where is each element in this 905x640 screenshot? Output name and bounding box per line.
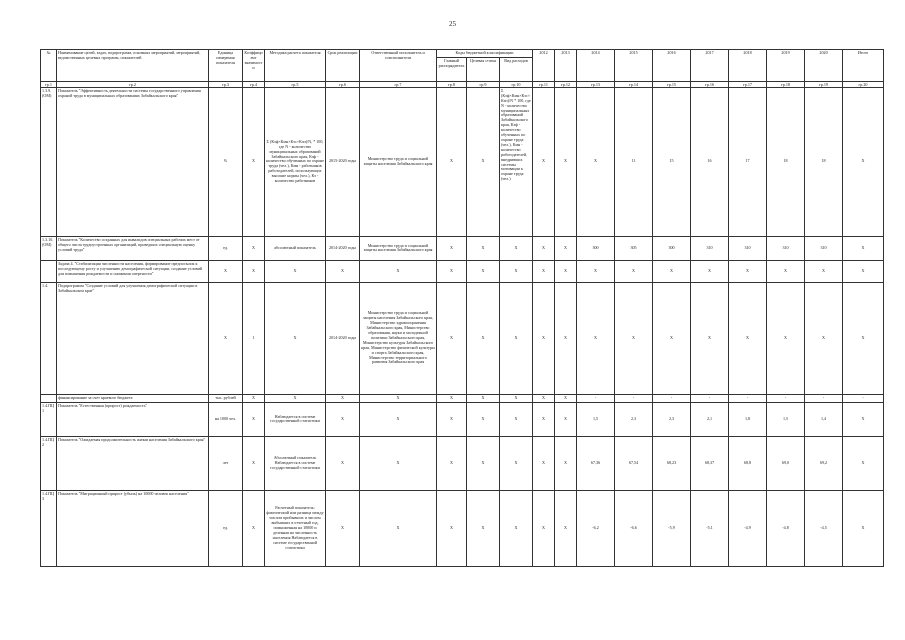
year-value: 310 — [729, 236, 767, 260]
cs-cell: X — [467, 436, 500, 490]
unit-cell: X — [209, 260, 243, 282]
table-row — [41, 260, 884, 282]
year-value: -6,6 — [615, 490, 653, 566]
col-number: гр.13 — [577, 81, 615, 87]
year-value: 2,3 — [615, 402, 653, 436]
row-number: 1.3.9.(ОМ) — [41, 87, 57, 236]
responsible-cell: Министерство труда и социальной защиты населения Забайкальского края — [360, 236, 437, 260]
responsible-cell: Министерство труда и социальной защиты населения Забайкальского края — [360, 87, 437, 236]
year-value: 16 — [691, 87, 729, 236]
responsible-cell: X — [360, 490, 437, 566]
term-cell: 2014-2020 годы — [326, 236, 360, 260]
header-coef: Коэффициент значимости — [243, 50, 265, 82]
cs-cell: X — [467, 402, 500, 436]
unit-cell: на 1000 чел. — [209, 402, 243, 436]
col-number: гр.10 — [500, 81, 533, 87]
col-number: гр.17 — [729, 81, 767, 87]
col-number: гр.7 — [360, 81, 437, 87]
method-cell: абсолютный показатель — [265, 236, 326, 260]
year-value: -4,9 — [729, 490, 767, 566]
year-value: 310 — [805, 236, 843, 260]
year-value: X — [533, 260, 555, 282]
year-value: - — [577, 394, 615, 402]
responsible-cell: X — [360, 402, 437, 436]
vr-cell: Σ (Кэф×Кмн×Кэс×Кэп)/N * 100, где N - количество муниципальных образований Забайкальского края, Кэф - количество обученных по охране труда (чел.), Кмн - количество работодателей, внедривших системы мотивации к охране труда (чел.) — [500, 87, 533, 236]
year-value: -5,9 — [653, 490, 691, 566]
term-cell: X — [326, 402, 360, 436]
method-cell: X — [265, 260, 326, 282]
year-value: 1,8 — [729, 402, 767, 436]
col-number: гр.3 — [209, 81, 243, 87]
unit-cell: лет — [209, 436, 243, 490]
responsible-cell: X — [360, 260, 437, 282]
col-number: гр.19 — [805, 81, 843, 87]
indicator-name: Показатель "Естественная (прирост) рождаемость" — [57, 402, 209, 436]
header-year: 2019 — [767, 50, 805, 82]
vr-cell: X — [500, 236, 533, 260]
header-glav: Главный распорядитель — [437, 57, 467, 81]
year-value: 18 — [767, 87, 805, 236]
col-number: гр.6 — [326, 81, 360, 87]
total-cell: X — [843, 282, 884, 394]
total-cell: X — [843, 260, 884, 282]
col-number: гр.15 — [653, 81, 691, 87]
year-value: X — [555, 87, 577, 236]
row-number: 1.4.ПЦ1 — [41, 402, 57, 436]
year-value: - — [729, 394, 767, 402]
year-value: 310 — [691, 236, 729, 260]
coef-cell: X — [243, 260, 265, 282]
responsible-cell: Министерство труда и социальной защиты населения Забайкальского края, Министерство здравоохранения Забайкальского края, Министерство образования, науки и молодежной политики Забайкальского края, Министерство культуры Забайкальского края, Министерство физической культуры и спорта Забайкальского края, Министерство территориального развития Забайкальского края — [360, 282, 437, 394]
year-value: 18 — [805, 87, 843, 236]
header-cs: Целевая статья — [467, 57, 500, 81]
coef-cell: X — [243, 436, 265, 490]
year-value: X — [533, 394, 555, 402]
year-value: 2,1 — [691, 402, 729, 436]
table-row — [41, 282, 884, 394]
year-value: X — [767, 260, 805, 282]
col-number: гр.2 — [57, 81, 209, 87]
table-row — [41, 490, 884, 566]
year-value: X — [533, 87, 555, 236]
unit-cell: % — [209, 87, 243, 236]
year-value: X — [577, 282, 615, 394]
cs-cell: X — [467, 87, 500, 236]
year-value: - — [691, 394, 729, 402]
year-value: X — [533, 282, 555, 394]
row-number: 1.4.ПЦ2 — [41, 436, 57, 490]
year-value: X — [691, 260, 729, 282]
header-year: 2018 — [729, 50, 767, 82]
year-value: X — [555, 436, 577, 490]
total-cell: X — [843, 87, 884, 236]
col-number: гр.12 — [555, 81, 577, 87]
responsible-cell: X — [360, 394, 437, 402]
cs-cell: X — [467, 236, 500, 260]
row-number: 1.4. — [41, 282, 57, 394]
year-value: X — [555, 402, 577, 436]
year-value: X — [577, 87, 615, 236]
header-unit: Единица измерения показателя — [209, 50, 243, 82]
total-cell: - — [843, 394, 884, 402]
indicator-name: Подпрограмма "Создание условий для улучшения демографической ситуации в Забайкальском крае" — [57, 282, 209, 394]
glav-cell: X — [437, 282, 467, 394]
total-cell: X — [843, 402, 884, 436]
glav-cell: X — [437, 260, 467, 282]
col-number: гр.11 — [533, 81, 555, 87]
vr-cell: X — [500, 394, 533, 402]
year-value: X — [805, 260, 843, 282]
year-value: 305 — [615, 236, 653, 260]
vr-cell: X — [500, 402, 533, 436]
method-cell: Расчетный показатель: фактический или разница между числом прибывших и числом выбывших в отчетный год, помноженная на 10000 и деленная на численность населения Наблюдается в системе государственной статистики — [265, 490, 326, 566]
year-value: X — [653, 260, 691, 282]
year-value: 1,5 — [577, 402, 615, 436]
method-cell: Σ (Кэф×Кмн×Кэс×Кэп)/N, * 100, где N - количество муниципальных образований Забайкальского края, Кэф - количество обученных по охране труда (чел.), Кмн - работников работодателей, использующих высокие нормы (чел.), Кэ - количество работников — [265, 87, 326, 236]
coef-cell: X — [243, 236, 265, 260]
year-value: 67,36 — [577, 436, 615, 490]
row-number — [41, 260, 57, 282]
glav-cell: X — [437, 87, 467, 236]
header-method: Методика расчета показателя — [265, 50, 326, 82]
method-cell: Абсолютный показатель Наблюдается в системе государственной статистики — [265, 436, 326, 490]
indicator-table — [40, 49, 884, 567]
vr-cell: X — [500, 260, 533, 282]
year-value: - — [805, 394, 843, 402]
term-cell: X — [326, 260, 360, 282]
year-value: X — [555, 394, 577, 402]
glav-cell: X — [437, 236, 467, 260]
table-row — [41, 402, 884, 436]
header-num: № — [41, 50, 57, 82]
table-row — [41, 87, 884, 236]
year-value: X — [653, 282, 691, 394]
header-resp: Ответственный исполнитель и соисполнители — [360, 50, 437, 82]
header-row-1 — [41, 50, 884, 58]
unit-cell: ед. — [209, 236, 243, 260]
col-number: гр.5 — [265, 81, 326, 87]
year-value: 69,0 — [767, 436, 805, 490]
coef-cell: X — [243, 490, 265, 566]
term-cell: 2015-2020 годы — [326, 87, 360, 236]
header-vr: Вид расходов — [500, 57, 533, 81]
year-value: 15 — [653, 87, 691, 236]
year-value: - — [767, 394, 805, 402]
term-cell: X — [326, 436, 360, 490]
year-value: X — [533, 236, 555, 260]
glav-cell: X — [437, 394, 467, 402]
header-kbk: Коды бюджетной классификации — [437, 50, 533, 58]
col-number: гр.14 — [615, 81, 653, 87]
year-value: -4,8 — [767, 490, 805, 566]
header-year: 2013 — [555, 50, 577, 82]
cs-cell: X — [467, 282, 500, 394]
coef-cell: X — [243, 87, 265, 236]
col-number: гр.18 — [767, 81, 805, 87]
indicator-name: Показатель "Ожидаемая продолжительность жизни населения Забайкальского края" — [57, 436, 209, 490]
year-value: -6,2 — [577, 490, 615, 566]
year-value: 17 — [729, 87, 767, 236]
glav-cell: X — [437, 436, 467, 490]
term-cell: X — [326, 394, 360, 402]
year-value: X — [691, 282, 729, 394]
glav-cell: X — [437, 402, 467, 436]
header-name: Наименование целей, задач, подпрограмм, основных мероприятий, мероприятий, ведомственных целевых программ, показателей — [57, 50, 209, 82]
header-total: Итого — [843, 50, 884, 82]
coef-cell: 1 — [243, 282, 265, 394]
unit-cell: ед. — [209, 490, 243, 566]
year-value: - — [653, 394, 691, 402]
year-value: X — [767, 282, 805, 394]
cs-cell: X — [467, 394, 500, 402]
year-value: -4,5 — [805, 490, 843, 566]
table-row — [41, 394, 884, 402]
vr-cell: X — [500, 436, 533, 490]
col-number: гр.16 — [691, 81, 729, 87]
indicator-name: Показатель "Эффективность деятельности системы государственного управления охраной труда в муниципальных образованиях Забайкальского края" — [57, 87, 209, 236]
method-cell: X — [265, 282, 326, 394]
term-cell: 2014-2020 годы — [326, 282, 360, 394]
year-value: 68,8 — [729, 436, 767, 490]
indicator-name: Задача 4. "Стабилизация численности населения, формирование предпосылок к последующему росту и улучшению демографической ситуации, создание условий для повышения рождаемости и снижения смертности" — [57, 260, 209, 282]
year-value: 1,5 — [767, 402, 805, 436]
year-value: X — [555, 260, 577, 282]
cs-cell: X — [467, 260, 500, 282]
header-year: 2020 — [805, 50, 843, 82]
col-number: гр.20 — [843, 81, 884, 87]
col-number: гр.8 — [437, 81, 467, 87]
year-value: 68,23 — [653, 436, 691, 490]
year-value: X — [805, 282, 843, 394]
year-value: 11 — [615, 87, 653, 236]
year-value: X — [577, 260, 615, 282]
year-value: X — [533, 490, 555, 566]
col-number: гр.1 — [41, 81, 57, 87]
table-row — [41, 236, 884, 260]
col-number: гр.4 — [243, 81, 265, 87]
row-number: 1.4.ПЦ3 — [41, 490, 57, 566]
indicator-name: Показатель "Миграционный прирост (убыль) на 10000 человек населения" — [57, 490, 209, 566]
table-row — [41, 436, 884, 490]
vr-cell: X — [500, 490, 533, 566]
year-value: X — [729, 260, 767, 282]
method-cell: Наблюдается в системе государственной статистики — [265, 402, 326, 436]
year-value: X — [615, 282, 653, 394]
year-value: X — [555, 236, 577, 260]
header-year: 2016 — [653, 50, 691, 82]
year-value: 2,3 — [653, 402, 691, 436]
term-cell: X — [326, 490, 360, 566]
year-value: - — [615, 394, 653, 402]
year-value: 310 — [767, 236, 805, 260]
method-cell: X — [265, 394, 326, 402]
year-value: -5,1 — [691, 490, 729, 566]
year-value: X — [555, 490, 577, 566]
year-value: 67,54 — [615, 436, 653, 490]
row-number — [41, 394, 57, 402]
year-value: X — [533, 436, 555, 490]
col-number: гр.9 — [467, 81, 500, 87]
indicator-name: финансирование за счет краевого бюджета — [57, 394, 209, 402]
unit-cell: тыс. рублей — [209, 394, 243, 402]
header-year: 2017 — [691, 50, 729, 82]
vr-cell: X — [500, 282, 533, 394]
year-value: X — [533, 402, 555, 436]
responsible-cell: X — [360, 436, 437, 490]
indicator-name: Показатель "Количество созданных для инвалидов специальных рабочих мест от общего числа трудоустроенных организаций, проведших специальную оценку условий труда" — [57, 236, 209, 260]
glav-cell: X — [437, 490, 467, 566]
year-value: 300 — [577, 236, 615, 260]
cs-cell: X — [467, 490, 500, 566]
year-value: 68,37 — [691, 436, 729, 490]
coef-cell: X — [243, 394, 265, 402]
year-value: 300 — [653, 236, 691, 260]
header-year: 2015 — [615, 50, 653, 82]
total-cell: X — [843, 490, 884, 566]
year-value: X — [729, 282, 767, 394]
year-value: 1,4 — [805, 402, 843, 436]
page-number: 25 — [449, 20, 456, 28]
coef-cell: X — [243, 402, 265, 436]
total-cell: X — [843, 436, 884, 490]
unit-cell: X — [209, 282, 243, 394]
total-cell: X — [843, 236, 884, 260]
header-year: 2014 — [577, 50, 615, 82]
row-number: 1.3.10.(ОМ) — [41, 236, 57, 260]
year-value: X — [555, 282, 577, 394]
header-year: 2012 — [533, 50, 555, 82]
year-value: 69,2 — [805, 436, 843, 490]
year-value: X — [615, 260, 653, 282]
header-term: Срок реализации — [326, 50, 360, 82]
